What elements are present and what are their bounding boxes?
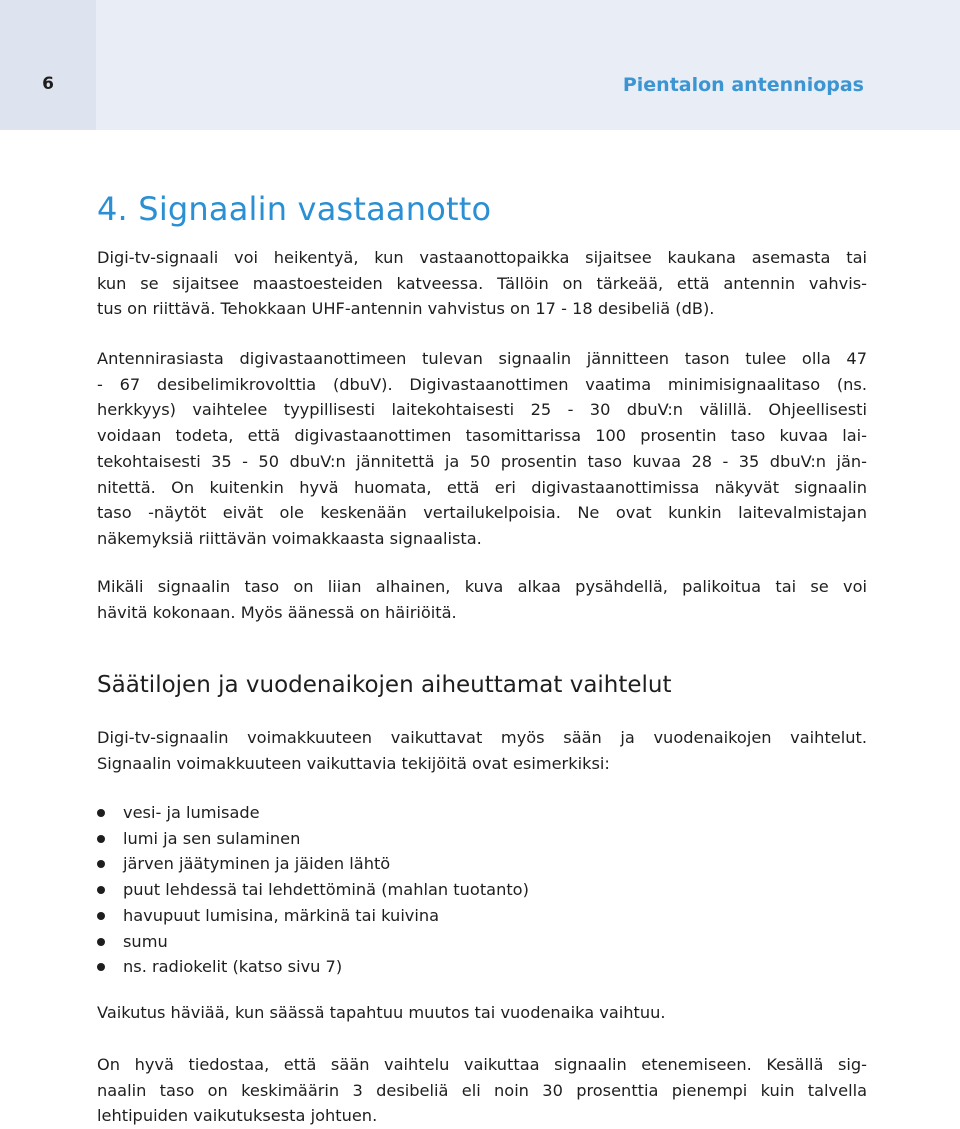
list-item-text: havupuut lumisina, märkinä tai kuivina bbox=[123, 905, 440, 925]
list-item bbox=[97, 903, 529, 929]
text-line: On hyvä tiedostaa, että sään vaihtelu vaikuttaa signaalin etenemiseen. Kesällä sig- bbox=[97, 1055, 867, 1074]
paragraph-5 bbox=[97, 1052, 867, 1129]
text-line: Vaikutus häviää, kun säässä tapahtuu muutos tai vuodenaika vaihtuu. bbox=[97, 1003, 666, 1022]
list-item bbox=[97, 929, 529, 955]
list-item-text: järven jäätyminen ja jäiden lähtö bbox=[123, 854, 391, 874]
bullet-icon bbox=[97, 860, 105, 868]
text-line: taso -näytöt eivät ole keskenään vertailukelpoisia. Ne ovat kunkin laitevalmistajan bbox=[97, 503, 867, 523]
list-item bbox=[97, 800, 529, 826]
running-title: Pientalon antenniopas bbox=[622, 74, 864, 96]
paragraph-1 bbox=[97, 245, 867, 322]
list-item-text: sumu bbox=[123, 931, 168, 951]
bullet-icon bbox=[97, 963, 105, 971]
list-item-text: lumi ja sen sulaminen bbox=[123, 828, 301, 848]
page-header bbox=[0, 0, 960, 130]
text-line: - 67 desibelimikrovolttia (dbuV). Digivastaanottimen vaatima minimisignaalitaso (ns. bbox=[97, 374, 867, 394]
page-number: 6 bbox=[42, 74, 54, 94]
text-line: Digi-tv-signaali voi heikentyä, kun vastaanottopaikka sijaitsee kaukana asemasta tai bbox=[97, 248, 867, 267]
list-item bbox=[97, 954, 529, 980]
text-line: kun se sijaitsee maastoesteiden katveessa. Tällöin on tärkeää, että antennin vahvis- bbox=[97, 273, 867, 293]
factor-list bbox=[97, 800, 529, 980]
subsection-heading: Säätilojen ja vuodenaikojen aiheuttamat vaihtelut bbox=[97, 672, 672, 698]
text-line: nitettä. On kuitenkin hyvä huomata, että eri digivastaanottimissa näkyvät signaalin bbox=[97, 477, 867, 497]
text-line: voidaan todeta, että digivastaanottimen tasomittarissa 100 prosentin taso kuvaa lai- bbox=[97, 426, 867, 446]
paragraph-2 bbox=[97, 346, 867, 552]
bullet-icon bbox=[97, 809, 105, 817]
text-line: Signaalin voimakkuuteen vaikuttavia tekijöitä ovat esimerkiksi: bbox=[97, 753, 610, 773]
text-line: Mikäli signaalin taso on liian alhainen, kuva alkaa pysähdellä, palikoitua tai se voi bbox=[97, 577, 867, 596]
text-line: tekohtaisesti 35 - 50 dbuV:n jännitettä ja 50 prosentin taso kuvaa 28 - 35 dbuV:n jän- bbox=[97, 451, 867, 471]
list-item bbox=[97, 877, 529, 903]
list-item bbox=[97, 851, 529, 877]
list-item bbox=[97, 826, 529, 852]
bullet-icon bbox=[97, 938, 105, 946]
list-item-text: puut lehdessä tai lehdettöminä (mahlan tuotanto) bbox=[123, 880, 529, 900]
page-number-box bbox=[0, 0, 96, 130]
paragraph-intro bbox=[97, 725, 867, 776]
text-line: Digi-tv-signaalin voimakkuuteen vaikuttavat myös sään ja vuodenaikojen vaihtelut. bbox=[97, 728, 867, 747]
text-line: Antennirasiasta digivastaanottimeen tulevan signaalin jännitteen tason tulee olla 47 bbox=[97, 349, 867, 368]
text-line: herkkyys) vaihtelee tyypillisesti laitekohtaisesti 25 - 30 dbuV:n välillä. Ohjeellisesti bbox=[97, 400, 867, 420]
bullet-icon bbox=[97, 912, 105, 920]
text-line: lehtipuiden vaikutuksesta johtuen. bbox=[97, 1106, 378, 1126]
text-line: tus on riittävä. Tehokkaan UHF-antennin vahvistus on 17 - 18 desibeliä (dB). bbox=[97, 299, 715, 319]
bullet-icon bbox=[97, 835, 105, 843]
paragraph-3 bbox=[97, 574, 867, 625]
text-line: hävitä kokonaan. Myös äänessä on häiriöitä. bbox=[97, 602, 457, 622]
section-heading: 4. Signaalin vastaanotto bbox=[97, 190, 492, 228]
text-line: naalin taso on keskimäärin 3 desibeliä eli noin 30 prosenttia pienempi kuin talvella bbox=[97, 1080, 867, 1100]
list-item-text: vesi- ja lumisade bbox=[123, 803, 260, 822]
text-line: näkemyksiä riittävän voimakkaasta signaalista. bbox=[97, 528, 482, 548]
paragraph-4 bbox=[97, 1000, 867, 1026]
bullet-icon bbox=[97, 886, 105, 894]
header-band bbox=[96, 0, 960, 130]
list-item-text: ns. radiokelit (katso sivu 7) bbox=[123, 957, 343, 977]
